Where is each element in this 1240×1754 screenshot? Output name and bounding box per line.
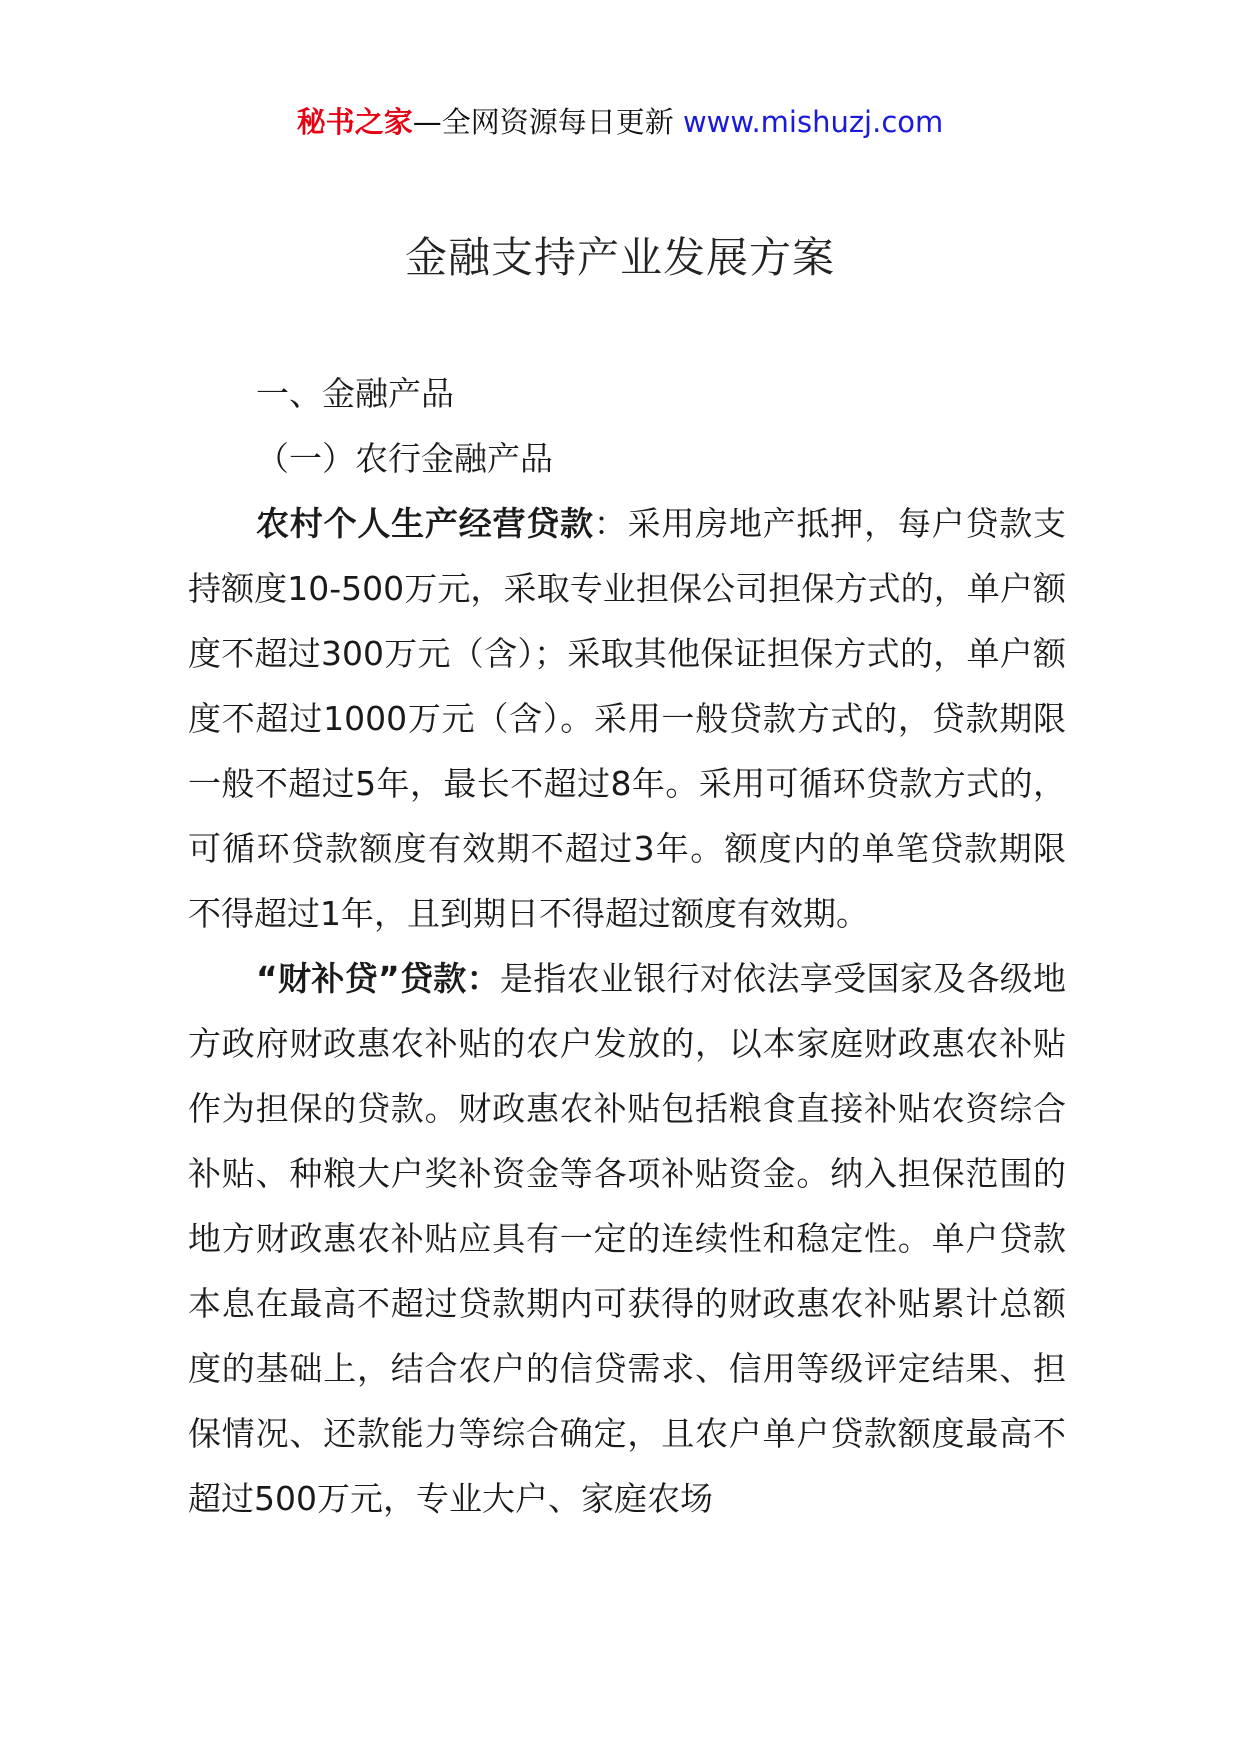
paragraph-text: 是指农业银行对依法享受国家及各级地方政府财政惠农补贴的农户发放的，以本家庭财政惠农补贴作为担保的贷款。财政惠农补贴包括粮食直接补贴农资综合补贴、种粮大户奖补资金等各项补贴资金。纳入担保范围的地方财政惠农补贴应具有一定的连续性和稳定性。单户贷款本息在最高不超过贷款期内可获得的财政惠农补贴累计总额度的基础上，结合农户的信贷需求、信用等级评定结果、担保情况、还款能力等综合确定，且农户单户贷款额度最高不超过500万元，专业大户、家庭农场 (188, 959, 1066, 1518)
paragraph-term: 农村个人生产经营贷款 (256, 504, 594, 543)
site-url-link[interactable]: www.mishuzj.com (682, 105, 944, 139)
site-brand: 秘书之家 (296, 105, 413, 139)
subsection-heading: （一）农行金融产品 (256, 439, 553, 478)
paragraph-rural-loan (188, 491, 1066, 946)
document-body (188, 361, 1066, 1531)
section-heading: 一、金融产品 (256, 374, 454, 413)
paragraph-text: ：采用房地产抵押，每户贷款支持额度10-500万元，采取专业担保公司担保方式的，单户额度不超过300万元（含）；采取其他保证担保方式的，单户额度不超过1000万元（含）。采用一般贷款方式的，贷款期限一般不超过5年，最长不超过8年。采用可循环贷款方式的，可循环贷款额度有效期不超过3年。额度内的单笔贷款期限不得超过1年，且到期日不得超过额度有效期。 (188, 504, 1067, 933)
paragraph-term: “财补贷”贷款： (256, 959, 500, 998)
paragraph-fiscal-subsidy-loan (188, 946, 1066, 1531)
site-tagline: —全网资源每日更新 (412, 105, 683, 139)
document-title: 金融支持产业发展方案 (404, 233, 835, 282)
site-header (0, 100, 1240, 144)
